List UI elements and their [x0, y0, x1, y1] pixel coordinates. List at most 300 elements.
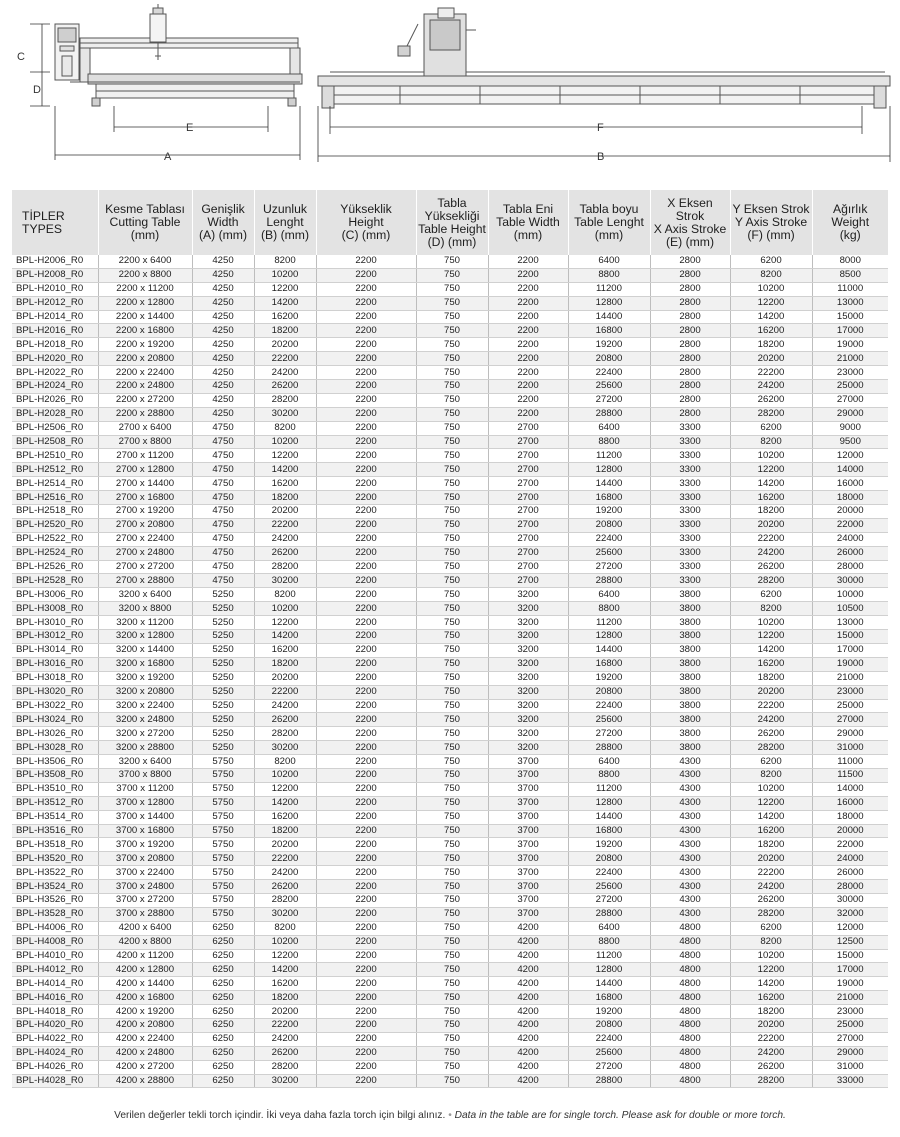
table-cell: 29000 [812, 1046, 888, 1060]
table-cell: 4800 [650, 935, 730, 949]
table-cell: 750 [416, 1005, 488, 1019]
table-cell: 22200 [730, 366, 812, 380]
model-cell: BPL-H3528_R0 [12, 907, 98, 921]
table-cell: 3300 [650, 505, 730, 519]
table-cell: 21000 [812, 991, 888, 1005]
column-header [730, 190, 812, 255]
column-header [416, 190, 488, 255]
table-cell: 2800 [650, 366, 730, 380]
table-cell: 14000 [812, 463, 888, 477]
table-cell: 24200 [730, 880, 812, 894]
table-cell: 4250 [192, 338, 254, 352]
table-cell: 4750 [192, 435, 254, 449]
table-row [12, 546, 888, 560]
model-cell: BPL-H2516_R0 [12, 491, 98, 505]
table-cell: 2700 [488, 435, 568, 449]
table-cell: 2200 [316, 907, 416, 921]
table-cell: 5750 [192, 893, 254, 907]
model-cell: BPL-H2518_R0 [12, 505, 98, 519]
table-cell: 18200 [730, 1005, 812, 1019]
table-cell: 2800 [650, 380, 730, 394]
table-row [12, 338, 888, 352]
table-cell: 12800 [568, 963, 650, 977]
model-cell: BPL-H3510_R0 [12, 782, 98, 796]
table-cell: 750 [416, 477, 488, 491]
column-header-line: Ağırlık [832, 202, 868, 216]
column-header [812, 190, 888, 255]
table-row [12, 810, 888, 824]
table-cell: 18200 [254, 657, 316, 671]
table-row [12, 1032, 888, 1046]
table-cell: 22200 [730, 699, 812, 713]
table-cell: 27000 [812, 393, 888, 407]
table-cell: 17000 [812, 324, 888, 338]
table-cell: 2200 x 8800 [98, 268, 192, 282]
table-cell: 24000 [812, 532, 888, 546]
table-cell: 11200 [568, 616, 650, 630]
table-cell: 4750 [192, 574, 254, 588]
table-cell: 2700 [488, 477, 568, 491]
footnote-separator: • [448, 1110, 452, 1121]
table-cell: 3700 [488, 852, 568, 866]
table-cell: 24200 [254, 699, 316, 713]
table-cell: 2200 [316, 643, 416, 657]
table-cell: 2800 [650, 393, 730, 407]
table-cell: 2800 [650, 324, 730, 338]
table-cell: 4800 [650, 1046, 730, 1060]
table-cell: 27200 [568, 393, 650, 407]
column-header-line: (C) (mm) [341, 228, 391, 242]
table-cell: 2200 [316, 782, 416, 796]
table-cell: 750 [416, 893, 488, 907]
table-cell: 3700 x 22400 [98, 866, 192, 880]
table-cell: 4300 [650, 866, 730, 880]
table-cell: 16200 [730, 991, 812, 1005]
table-cell: 14200 [730, 810, 812, 824]
table-cell: 2200 [316, 338, 416, 352]
table-row [12, 602, 888, 616]
table-cell: 3200 x 27200 [98, 727, 192, 741]
table-cell: 20200 [730, 1018, 812, 1032]
table-cell: 18200 [254, 491, 316, 505]
table-cell: 4250 [192, 282, 254, 296]
table-cell: 5750 [192, 880, 254, 894]
table-cell: 2200 [316, 824, 416, 838]
column-header-line: Uzunluk [262, 202, 308, 216]
table-cell: 3300 [650, 574, 730, 588]
model-cell: BPL-H3512_R0 [12, 796, 98, 810]
table-cell: 2200 [316, 560, 416, 574]
table-cell: 2200 [316, 977, 416, 991]
table-row [12, 713, 888, 727]
table-cell: 6250 [192, 935, 254, 949]
table-cell: 4250 [192, 380, 254, 394]
table-cell: 8200 [254, 921, 316, 935]
table-cell: 6250 [192, 1005, 254, 1019]
table-cell: 20200 [730, 852, 812, 866]
table-cell: 5250 [192, 671, 254, 685]
model-cell: BPL-H2506_R0 [12, 421, 98, 435]
table-cell: 4250 [192, 407, 254, 421]
table-cell: 25600 [568, 713, 650, 727]
table-cell: 22200 [730, 866, 812, 880]
table-cell: 26200 [730, 560, 812, 574]
table-cell: 2200 [316, 352, 416, 366]
table-cell: 22200 [730, 1032, 812, 1046]
table-cell: 5250 [192, 657, 254, 671]
table-cell: 750 [416, 310, 488, 324]
table-cell: 2700 [488, 560, 568, 574]
table-cell: 30200 [254, 741, 316, 755]
table-cell: 3300 [650, 449, 730, 463]
table-cell: 18200 [254, 991, 316, 1005]
table-cell: 2200 [316, 1018, 416, 1032]
table-cell: 2700 [488, 546, 568, 560]
table-row [12, 435, 888, 449]
column-header-line: TYPES [22, 221, 62, 236]
table-cell: 4250 [192, 393, 254, 407]
table-cell: 27200 [568, 560, 650, 574]
model-cell: BPL-H3508_R0 [12, 768, 98, 782]
table-cell: 16200 [730, 491, 812, 505]
table-cell: 4300 [650, 838, 730, 852]
table-cell: 750 [416, 921, 488, 935]
table-cell: 10200 [254, 935, 316, 949]
table-cell: 4250 [192, 366, 254, 380]
table-cell: 2200 [316, 949, 416, 963]
column-header-line: (E) (mm) [665, 234, 715, 249]
table-cell: 3800 [650, 727, 730, 741]
table-cell: 3700 [488, 866, 568, 880]
table-cell: 3300 [650, 518, 730, 532]
table-cell: 28200 [730, 574, 812, 588]
table-cell: 750 [416, 907, 488, 921]
table-cell: 4200 [488, 991, 568, 1005]
table-cell: 4200 x 24800 [98, 1046, 192, 1060]
table-cell: 2200 [316, 796, 416, 810]
table-cell: 750 [416, 782, 488, 796]
table-cell: 11200 [568, 782, 650, 796]
table-row [12, 1018, 888, 1032]
table-cell: 6250 [192, 963, 254, 977]
table-cell: 10200 [254, 435, 316, 449]
table-cell: 4800 [650, 991, 730, 1005]
table-cell: 2700 x 14400 [98, 477, 192, 491]
column-header-line: (B) (mm) [260, 228, 310, 242]
table-cell: 5750 [192, 796, 254, 810]
model-cell: BPL-H2512_R0 [12, 463, 98, 477]
table-cell: 8200 [730, 602, 812, 616]
table-cell: 6400 [568, 255, 650, 268]
table-row [12, 768, 888, 782]
table-cell: 3700 x 14400 [98, 810, 192, 824]
table-cell: 4200 [488, 935, 568, 949]
table-cell: 20800 [568, 852, 650, 866]
column-header-line: (D) (mm) [427, 234, 477, 249]
table-cell: 2200 [316, 463, 416, 477]
table-cell: 12800 [568, 630, 650, 644]
model-cell: BPL-H4024_R0 [12, 1046, 98, 1060]
table-cell: 3200 [488, 699, 568, 713]
table-cell: 18000 [812, 491, 888, 505]
table-cell: 4250 [192, 268, 254, 282]
table-cell: 3200 [488, 616, 568, 630]
table-cell: 6250 [192, 949, 254, 963]
column-header-line: Y Eksen Strok [732, 202, 810, 216]
table-cell: 2200 [316, 880, 416, 894]
side-view-drawing [318, 8, 890, 108]
table-cell: 10200 [254, 768, 316, 782]
table-cell: 22400 [568, 366, 650, 380]
table-cell: 8000 [812, 255, 888, 268]
table-cell: 5750 [192, 782, 254, 796]
table-cell: 750 [416, 491, 488, 505]
table-cell: 8200 [254, 421, 316, 435]
table-row [12, 935, 888, 949]
table-cell: 4750 [192, 518, 254, 532]
table-cell: 750 [416, 338, 488, 352]
table-row [12, 991, 888, 1005]
table-row [12, 255, 888, 268]
table-cell: 20800 [568, 352, 650, 366]
table-cell: 6200 [730, 755, 812, 769]
table-cell: 3700 [488, 880, 568, 894]
table-cell: 3200 x 20800 [98, 685, 192, 699]
table-cell: 20200 [254, 338, 316, 352]
table-cell: 3300 [650, 477, 730, 491]
table-cell: 8800 [568, 935, 650, 949]
table-cell: 5250 [192, 630, 254, 644]
table-row [12, 352, 888, 366]
table-cell: 750 [416, 838, 488, 852]
table-cell: 10200 [254, 602, 316, 616]
table-cell: 750 [416, 768, 488, 782]
table-cell: 2200 [316, 435, 416, 449]
table-cell: 6250 [192, 1060, 254, 1074]
table-cell: 5250 [192, 741, 254, 755]
table-cell: 3700 x 28800 [98, 907, 192, 921]
table-cell: 26200 [254, 546, 316, 560]
table-cell: 15000 [812, 630, 888, 644]
table-cell: 3800 [650, 616, 730, 630]
table-cell: 750 [416, 657, 488, 671]
table-cell: 4200 [488, 921, 568, 935]
table-cell: 30000 [812, 893, 888, 907]
front-view-drawing [55, 4, 302, 106]
table-row [12, 324, 888, 338]
table-cell: 2200 x 12800 [98, 296, 192, 310]
table-cell: 2200 [316, 505, 416, 519]
table-cell: 750 [416, 393, 488, 407]
table-cell: 23000 [812, 685, 888, 699]
table-cell: 750 [416, 268, 488, 282]
table-cell: 750 [416, 602, 488, 616]
table-cell: 750 [416, 991, 488, 1005]
model-cell: BPL-H2024_R0 [12, 380, 98, 394]
table-cell: 19200 [568, 671, 650, 685]
table-cell: 22200 [254, 352, 316, 366]
table-cell: 3800 [650, 741, 730, 755]
table-cell: 4300 [650, 880, 730, 894]
table-cell: 26200 [254, 380, 316, 394]
column-header-line: Width [207, 215, 239, 229]
table-cell: 3800 [650, 588, 730, 602]
table-cell: 4750 [192, 546, 254, 560]
model-cell: BPL-H4010_R0 [12, 949, 98, 963]
table-cell: 5750 [192, 907, 254, 921]
table-row [12, 310, 888, 324]
table-cell: 24200 [730, 713, 812, 727]
table-cell: 12800 [568, 463, 650, 477]
model-cell: BPL-H3520_R0 [12, 852, 98, 866]
table-cell: 5750 [192, 838, 254, 852]
model-cell: BPL-H2012_R0 [12, 296, 98, 310]
table-cell: 3200 [488, 588, 568, 602]
table-cell: 3700 [488, 907, 568, 921]
table-cell: 5250 [192, 685, 254, 699]
column-header-line: (mm) [513, 228, 543, 242]
table-cell: 19000 [812, 977, 888, 991]
table-cell: 2200 x 16800 [98, 324, 192, 338]
table-cell: 18000 [812, 810, 888, 824]
table-cell: 2700 x 11200 [98, 449, 192, 463]
column-header-line: Table Height [418, 221, 486, 236]
model-cell: BPL-H3022_R0 [12, 699, 98, 713]
table-row [12, 1005, 888, 1019]
table-cell: 4200 [488, 1060, 568, 1074]
table-cell: 2200 x 19200 [98, 338, 192, 352]
table-cell: 28200 [254, 893, 316, 907]
table-cell: 6200 [730, 421, 812, 435]
table-cell: 14400 [568, 810, 650, 824]
table-cell: 5250 [192, 616, 254, 630]
table-cell: 16200 [730, 324, 812, 338]
table-cell: 2200 [316, 616, 416, 630]
table-cell: 28200 [730, 907, 812, 921]
table-header [12, 190, 888, 255]
column-header-line: Yükseklik [340, 202, 392, 216]
table-cell: 4250 [192, 310, 254, 324]
table-row [12, 921, 888, 935]
model-cell: BPL-H2508_R0 [12, 435, 98, 449]
table-cell: 12200 [254, 449, 316, 463]
table-cell: 2800 [650, 255, 730, 268]
table-cell: 2700 [488, 463, 568, 477]
table-cell: 22200 [254, 852, 316, 866]
table-cell: 4250 [192, 255, 254, 268]
table-cell: 19200 [568, 838, 650, 852]
table-cell: 5250 [192, 727, 254, 741]
table-cell: 750 [416, 866, 488, 880]
table-cell: 22400 [568, 532, 650, 546]
table-cell: 12200 [730, 296, 812, 310]
table-row [12, 643, 888, 657]
table-cell: 14200 [254, 463, 316, 477]
table-cell: 17000 [812, 963, 888, 977]
table-cell: 16200 [254, 977, 316, 991]
table-row [12, 671, 888, 685]
table-cell: 28800 [568, 574, 650, 588]
table-cell: 24200 [730, 1046, 812, 1060]
table-cell: 20200 [730, 352, 812, 366]
table-cell: 3700 [488, 824, 568, 838]
model-cell: BPL-H3026_R0 [12, 727, 98, 741]
table-cell: 750 [416, 560, 488, 574]
table-cell: 3800 [650, 602, 730, 616]
model-cell: BPL-H2520_R0 [12, 518, 98, 532]
table-cell: 20000 [812, 824, 888, 838]
table-cell: 30000 [812, 574, 888, 588]
table-cell: 3700 [488, 755, 568, 769]
table-cell: 3700 [488, 782, 568, 796]
table-cell: 750 [416, 449, 488, 463]
table-cell: 26200 [254, 713, 316, 727]
table-cell: 11500 [812, 768, 888, 782]
label-d: D [33, 84, 41, 96]
table-cell: 4200 [488, 1074, 568, 1088]
model-cell: BPL-H3012_R0 [12, 630, 98, 644]
table-cell: 30200 [254, 407, 316, 421]
model-cell: BPL-H2010_R0 [12, 282, 98, 296]
table-cell: 6250 [192, 1018, 254, 1032]
table-cell: 16200 [730, 657, 812, 671]
column-header-line: Tabla Eni [502, 202, 554, 216]
table-cell: 24200 [254, 1032, 316, 1046]
table-cell: 2200 [316, 449, 416, 463]
column-header-line: (mm) [130, 228, 160, 242]
table-cell: 3200 x 22400 [98, 699, 192, 713]
table-cell: 8800 [568, 602, 650, 616]
table-cell: 2200 [316, 768, 416, 782]
model-cell: BPL-H2528_R0 [12, 574, 98, 588]
model-cell: BPL-H3008_R0 [12, 602, 98, 616]
model-cell: BPL-H4026_R0 [12, 1060, 98, 1074]
table-cell: 2200 x 20800 [98, 352, 192, 366]
table-row [12, 796, 888, 810]
table-cell: 750 [416, 1046, 488, 1060]
table-cell: 4250 [192, 324, 254, 338]
table-row [12, 574, 888, 588]
table-cell: 750 [416, 685, 488, 699]
table-cell: 2700 x 24800 [98, 546, 192, 560]
table-cell: 6400 [568, 755, 650, 769]
table-cell: 26200 [254, 1046, 316, 1060]
table-cell: 2200 [316, 366, 416, 380]
table-cell: 2200 [316, 935, 416, 949]
model-cell: BPL-H3514_R0 [12, 810, 98, 824]
table-cell: 20200 [730, 685, 812, 699]
table-cell: 2200 [316, 393, 416, 407]
table-cell: 750 [416, 546, 488, 560]
table-row [12, 616, 888, 630]
table-cell: 4200 x 19200 [98, 1005, 192, 1019]
table-cell: 22200 [254, 518, 316, 532]
table-cell: 16200 [254, 643, 316, 657]
model-cell: BPL-H2026_R0 [12, 393, 98, 407]
table-cell: 3700 x 19200 [98, 838, 192, 852]
table-cell: 2200 [316, 421, 416, 435]
table-cell: 750 [416, 421, 488, 435]
table-cell: 4800 [650, 963, 730, 977]
table-cell: 8200 [254, 588, 316, 602]
table-cell: 16800 [568, 324, 650, 338]
table-cell: 750 [416, 630, 488, 644]
table-cell: 6200 [730, 588, 812, 602]
table-cell: 750 [416, 435, 488, 449]
table-cell: 2200 [316, 324, 416, 338]
table-cell: 2200 [316, 727, 416, 741]
table-cell: 4300 [650, 768, 730, 782]
